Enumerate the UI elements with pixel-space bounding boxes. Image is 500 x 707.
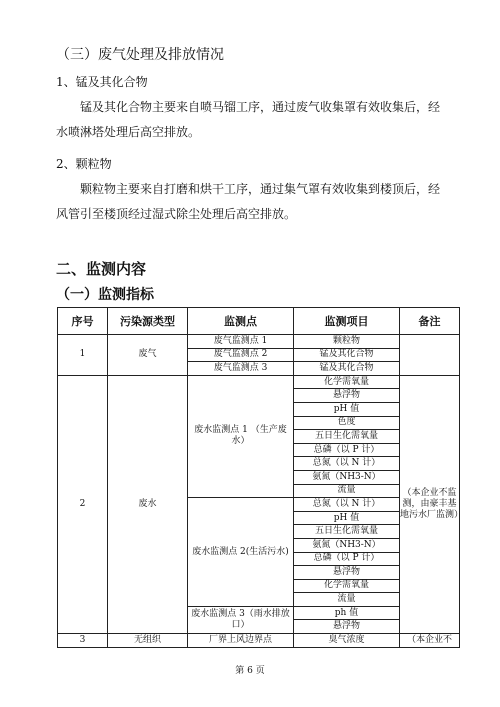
row-remark: （本企业不 xyxy=(400,634,460,648)
table-header-row xyxy=(58,308,460,335)
monitor-item: 锰及其化合物 xyxy=(294,362,400,376)
monitor-point: 废气监测点 3 xyxy=(188,362,294,376)
monitor-item: 总氮（以 N 计） xyxy=(294,457,400,471)
monitor-item: 悬浮物 xyxy=(294,389,400,403)
monitor-item: 色度 xyxy=(294,416,400,430)
monitor-item: 锰及其化合物 xyxy=(294,348,400,362)
monitor-item: 化学需氧量 xyxy=(294,375,400,389)
row-remark xyxy=(400,335,460,376)
monitor-item: ph 值 xyxy=(294,606,400,620)
monitor-item: 五日生化需氧量 xyxy=(294,525,400,539)
monitor-item: 颗粒物 xyxy=(294,335,400,349)
monitor-item: 五日生化需氧量 xyxy=(294,430,400,444)
monitor-item: pH 值 xyxy=(294,511,400,525)
row-no: 3 xyxy=(58,634,108,648)
monitor-item: 悬浮物 xyxy=(294,620,400,634)
monitor-point: 废水监测点 1 （生产废水） xyxy=(188,375,294,497)
item2-title: 2、颗粒物 xyxy=(56,157,112,171)
section-title: 二、监测内容 xyxy=(56,260,147,278)
row-no: 2 xyxy=(58,375,108,633)
header-item: 监测项目 xyxy=(294,308,400,335)
item2-paragraph: 颗粒物主要来自打磨和烘干工序，通过集气罩有效收集到楼顶后，经风管引至楼顶经过湿式除尘处理后高空排放。 xyxy=(56,182,441,221)
monitoring-table xyxy=(57,307,464,648)
monitor-item: 氨氮（NH3-N） xyxy=(294,538,400,552)
monitor-point: 废水监测点 3（雨水排放口） xyxy=(188,606,294,633)
table-row xyxy=(58,335,460,349)
subsection-title: （一）监测指标 xyxy=(56,287,154,303)
monitor-item: 总磷（以 P 计） xyxy=(294,443,400,457)
section-heading: （三）废气处理及排放情况 xyxy=(56,47,224,63)
monitor-point: 废水监测点 2(生活污水) xyxy=(188,498,294,607)
header-no: 序号 xyxy=(58,308,108,335)
header-point: 监测点 xyxy=(188,308,294,335)
item1-title: 1、锰及其化合物 xyxy=(56,75,148,89)
monitor-item: 氨氮（NH3-N） xyxy=(294,470,400,484)
table-row xyxy=(58,375,460,389)
row-remark: （本企业不监测，由豪丰基地污水厂监测） xyxy=(400,375,460,633)
monitor-point: 废气监测点 1 xyxy=(188,335,294,349)
monitor-point: 废气监测点 2 xyxy=(188,348,294,362)
monitor-item: 流量 xyxy=(294,593,400,607)
monitor-item: 化学需氧量 xyxy=(294,579,400,593)
row-type: 废水 xyxy=(108,375,188,633)
row-no: 1 xyxy=(58,335,108,376)
monitor-item: 臭气浓度 xyxy=(294,634,400,648)
monitor-item: 总氮（以 N 计） xyxy=(294,498,400,512)
monitor-item: 悬浮物 xyxy=(294,566,400,580)
page-footer: 第 6 页 xyxy=(235,666,265,676)
row-type: 废气 xyxy=(108,335,188,376)
monitor-item: pH 值 xyxy=(294,402,400,416)
item1-paragraph: 锰及其化合物主要来自喷马镏工序，通过废气收集罩有效收集后，经水喷淋塔处理后高空排放。 xyxy=(56,100,441,139)
monitor-point: 厂界上风边界点 xyxy=(188,634,294,648)
table-row xyxy=(58,634,460,648)
header-type: 污染源类型 xyxy=(108,308,188,335)
monitor-item: 流量 xyxy=(294,484,400,498)
monitor-item: 总磷（以 P 计） xyxy=(294,552,400,566)
row-type: 无组织 xyxy=(108,634,188,648)
header-remark: 备注 xyxy=(400,308,460,335)
